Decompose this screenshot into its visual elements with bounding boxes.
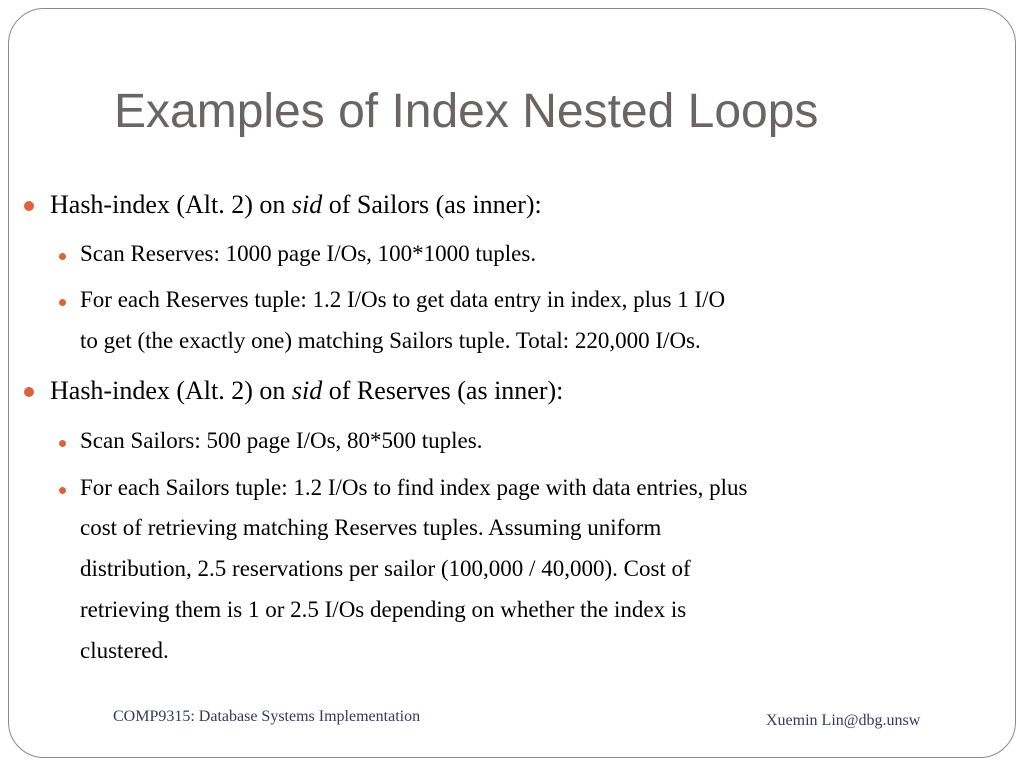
bullet-1-post: of Sailors (as inner): bbox=[322, 190, 542, 219]
sub-bullet-1-2-line-1: For each Reserves tuple: 1.2 I/Os to get data entry in index, plus 1 I/O bbox=[80, 287, 726, 312]
bullet-1-text bbox=[50, 190, 542, 220]
bullet-1-em: sid bbox=[291, 190, 323, 219]
sub-bullet-2-2-line-2: cost of retrieving matching Reserves tuples. Assuming uniform bbox=[80, 515, 662, 540]
sub-bullet-dot bbox=[59, 440, 66, 447]
sub-bullet-2-2-line-4: retrieving them is 1 or 2.5 I/Os depending on whether the index is bbox=[80, 597, 687, 622]
sub-bullet-dot bbox=[59, 487, 66, 494]
sub-bullet-dot bbox=[59, 253, 66, 260]
sub-bullet-1-1-line-1: Scan Reserves: 1000 page I/Os, 100*1000 tuples. bbox=[80, 241, 537, 266]
sub-bullet-2-1-line-1: Scan Sailors: 500 page I/Os, 80*500 tuples. bbox=[80, 428, 483, 453]
bullet-dot bbox=[24, 387, 34, 397]
footer-course: COMP9315: Database Systems Implementation bbox=[113, 708, 421, 725]
sub-bullet-2-2-line-3: distribution, 2.5 reservations per sailor (100,000 / 40,000). Cost of bbox=[80, 556, 691, 581]
bullet-2-text bbox=[50, 376, 563, 406]
sub-bullet-2-2-line-1: For each Sailors tuple: 1.2 I/Os to find index page with data entries, plus bbox=[80, 475, 748, 500]
bullet-2-em: sid bbox=[291, 376, 323, 405]
sub-bullet-2-2-line-5: clustered. bbox=[80, 638, 169, 663]
bullet-dot bbox=[24, 201, 34, 211]
sub-bullet-dot bbox=[59, 299, 66, 306]
bullet-2-post: of Reserves (as inner): bbox=[322, 376, 564, 405]
bullet-1-pre: Hash-index (Alt. 2) on bbox=[50, 190, 292, 219]
bullet-2-pre: Hash-index (Alt. 2) on bbox=[50, 376, 292, 405]
slide-title: Examples of Index Nested Loops bbox=[114, 85, 819, 138]
sub-bullet-1-2-line-2: to get (the exactly one) matching Sailors tuple. Total: 220,000 I/Os. bbox=[80, 328, 701, 353]
footer-author: Xuemin Lin@dbg.unsw bbox=[766, 712, 921, 729]
